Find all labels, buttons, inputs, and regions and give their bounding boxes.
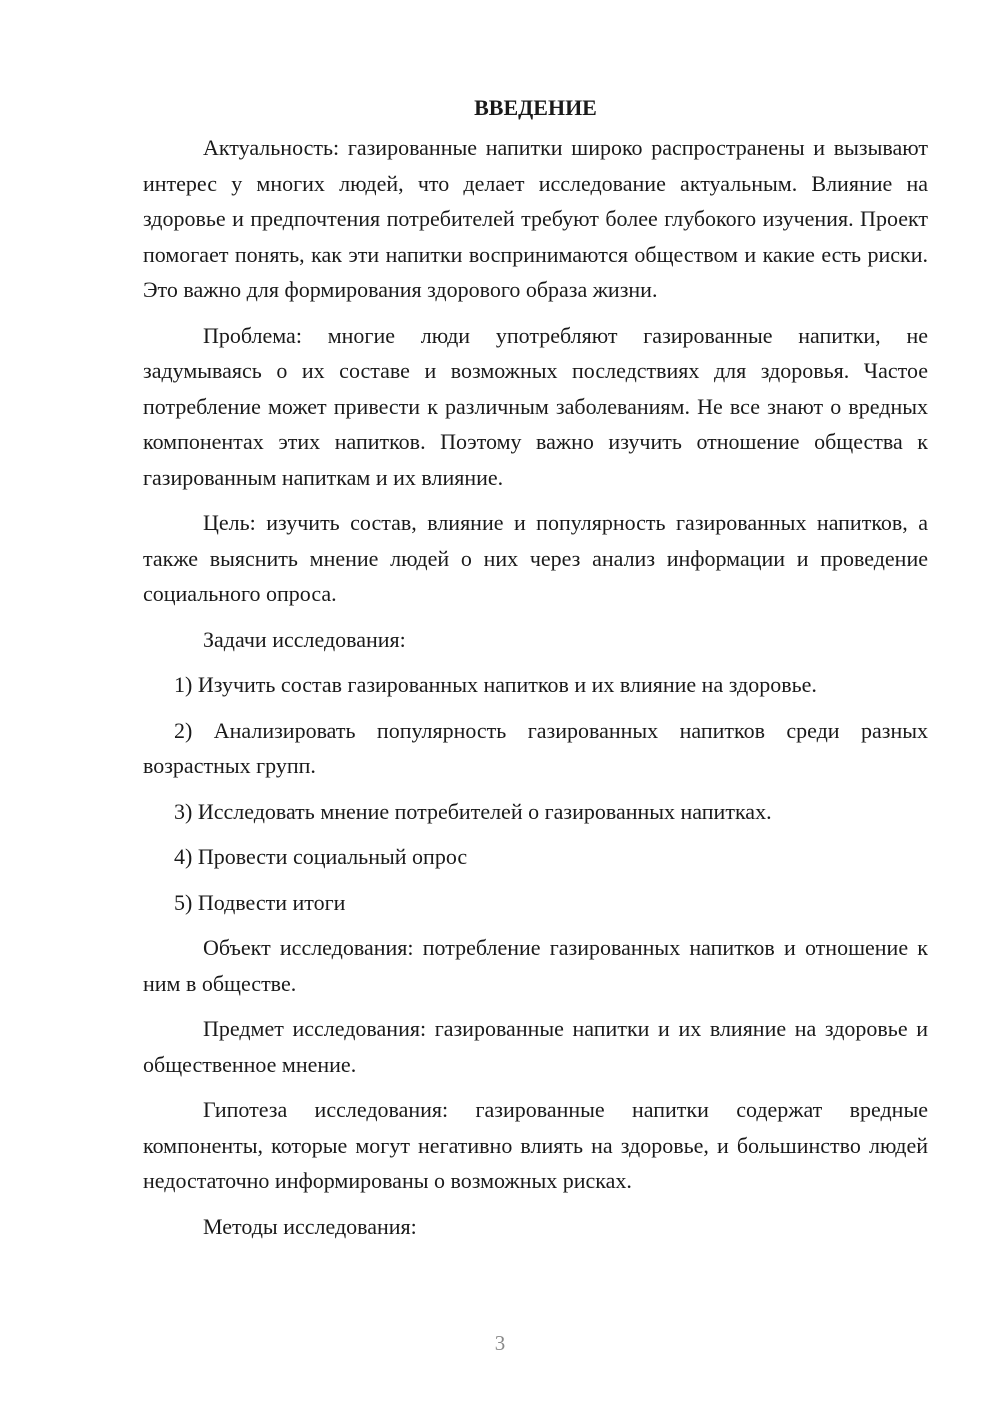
relevance-paragraph: Актуальность: газированные напитки широко распространены и вызывают интерес у многих людей, что делает исследование актуальным. Влияние на здоровье и предпочтения потребителей требуют более глубокого изучения. Проект помогает понять, как эти напитки воспринимаются обществом и какие есть риски. Это важно для формирования здорового образа жизни.	[143, 135, 928, 302]
object-paragraph: Объект исследования: потребление газированных напитков и отношение к ним в обществе.	[143, 935, 928, 996]
section-title: ВВЕДЕНИЕ	[474, 95, 597, 120]
problem-paragraph: Проблема: многие люди употребляют газированные напитки, не задумываясь о их составе и возможных последствиях для здоровья. Частое потребление может привести к различным заболеваниям. Не все знают о вредных компонентах этих напитков. Поэтому важно изучить отношение общества к газированным напиткам и их влияние.	[143, 322, 928, 490]
tasks-heading: Задачи исследования:	[203, 626, 406, 652]
task-item-1: 1) Изучить состав газированных напитков и их влияние на здоровье.	[174, 672, 817, 697]
task-item-4: 4) Провести социальный опрос	[174, 844, 468, 869]
task-item-2: 2) Анализировать популярность газированных напитков среди разных возрастных групп.	[143, 717, 928, 778]
page-number: 3	[494, 1331, 506, 1355]
task-item-3: 3) Исследовать мнение потребителей о газированных напитках.	[174, 798, 772, 824]
hypothesis-paragraph: Гипотеза исследования: газированные напитки содержат вредные компоненты, которые могут негативно влиять на здоровье, и большинство людей недостаточно информированы о возможных рисках.	[143, 1097, 928, 1193]
document-page	[143, 92, 928, 1244]
subject-paragraph: Предмет исследования: газированные напитки и их влияние на здоровье и общественное мнение.	[143, 1016, 928, 1077]
methods-heading: Методы исследования:	[203, 1213, 417, 1239]
tasks-list	[143, 667, 928, 920]
goal-paragraph: Цель: изучить состав, влияние и популярность газированных напитков, а также выяснить мнение людей о них через анализ информации и проведение социального опроса.	[143, 510, 928, 606]
task-item-5: 5) Подвести итоги	[174, 889, 346, 915]
